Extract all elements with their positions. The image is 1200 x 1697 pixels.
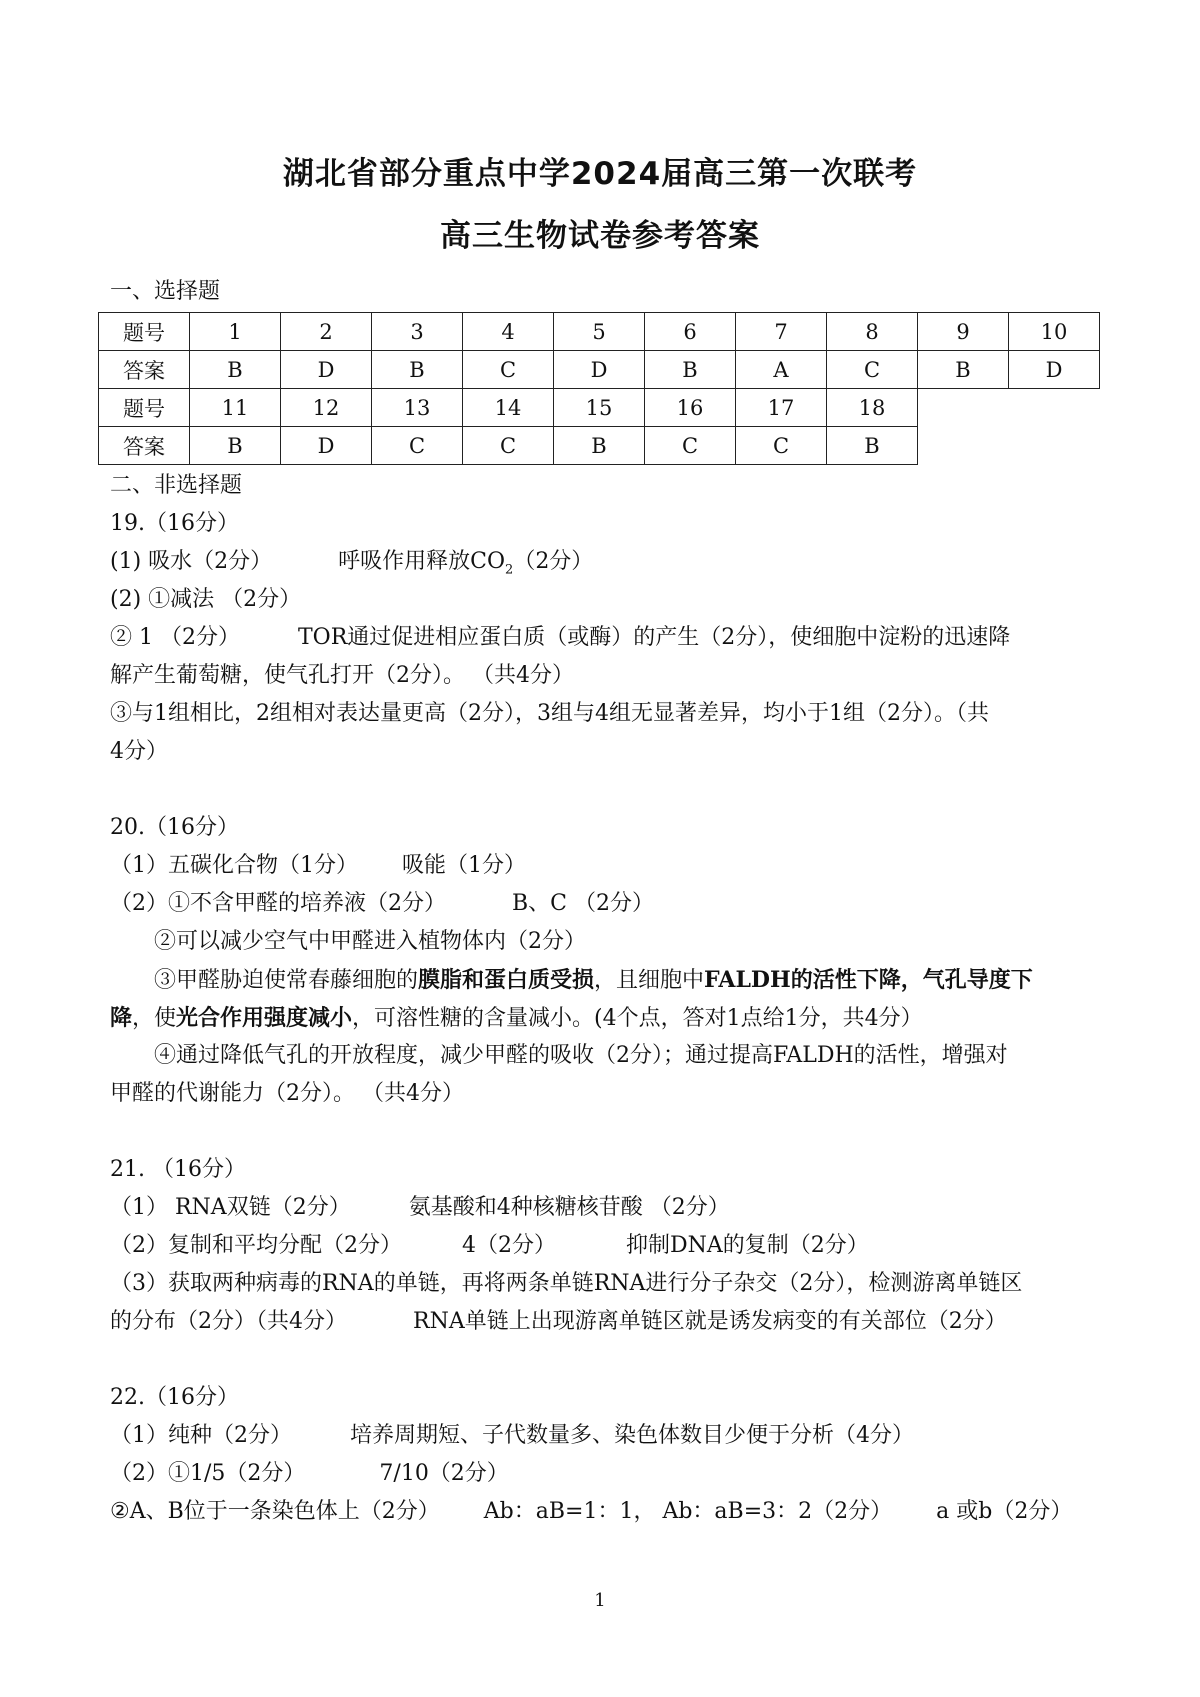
answer-cell: C [372,427,463,465]
empty-cell [918,427,1009,465]
q20-heading: 20.（16分） [110,815,239,840]
q20-line: ④通过降低气孔的开放程度，减少甲醛的吸收（2分）；通过提高FALDH的活性，增强对 [154,1043,1008,1068]
answer-cell: A [736,351,827,389]
answer-text: ② 1 （2分） [110,625,240,650]
question-number: 4 [463,313,554,351]
answer-text: ，且细胞中 [594,968,705,993]
answer-text: ③甲醛胁迫使常春藤细胞的 [154,968,419,993]
question-number: 17 [736,389,827,427]
q20-line [154,964,1154,997]
answer-text: （2）复制和平均分配（2分） [110,1233,402,1258]
q19-line: 4分） [110,739,168,764]
q19-line [110,546,1110,586]
answer-text: 呼吸作用释放CO [338,549,506,574]
answer-cell: B [372,351,463,389]
question-number: 6 [645,313,736,351]
q21-line [110,1306,1110,1338]
answer-text: a 或b（2分） [936,1499,1073,1524]
page-subtitle: 高三生物试卷参考答案 [440,218,760,254]
question-number: 10 [1009,313,1100,351]
question-number: 5 [554,313,645,351]
answer-text: Ab：aB=1：1， Ab：aB=3：2（2分） [483,1499,893,1524]
q22-line [110,1496,1110,1528]
answer-text: （2）①不含甲醛的培养液（2分） [110,891,446,916]
answer-text: 的分布（2分）（共4分） [110,1309,347,1334]
q20-line: 甲醛的代谢能力（2分）。 （共4分） [110,1081,464,1106]
subscript: 2 [505,562,514,578]
empty-cell [918,389,1009,427]
q20-line [110,1002,1110,1035]
answer-text: ，使 [132,1006,177,1031]
q21-line: （3）获取两种病毒的RNA的单链，再将两条单链RNA进行分子杂交（2分），检测游离单链区 [110,1271,1023,1296]
empty-cell [1009,389,1100,427]
answer-cell: C [463,427,554,465]
answer-cell: D [281,427,372,465]
answer-text: RNA单链上出现游离单链区就是诱发病变的有关部位（2分） [413,1309,1007,1334]
answer-cell: D [554,351,645,389]
table-row [99,351,1100,389]
table-row-header: 答案 [99,351,190,389]
question-number: 13 [372,389,463,427]
q20-line [110,850,1110,882]
q21-line [110,1192,1110,1224]
answer-text: (1) 吸水（2分） [110,549,273,574]
answer-text: ，可溶性糖的含量减小。(4个点，答对1点给1分，共4分） [352,1006,923,1031]
section-choice-heading: 一、选择题 [110,279,221,304]
answer-text: （1）五碳化合物（1分） [110,853,358,878]
table-row [99,313,1100,351]
q22-line [110,1420,1110,1452]
answer-cell: B [918,351,1009,389]
answer-text: 吸能（1分） [402,853,526,878]
question-number: 1 [190,313,281,351]
question-number: 3 [372,313,463,351]
answer-text: （2分） [513,549,594,574]
answer-cell: B [554,427,645,465]
answer-text: ②A、B位于一条染色体上（2分） [110,1499,440,1524]
answer-cell: B [190,351,281,389]
answer-cell: C [463,351,554,389]
q20-line [110,888,1110,920]
key-point: FALDH的活性下降，气孔导度下 [704,967,1033,993]
answer-text: 7/10（2分） [379,1461,509,1486]
answer-text: TOR通过促进相应蛋白质（或酶）的产生（2分），使细胞中淀粉的迅速降 [297,625,1011,650]
question-number: 7 [736,313,827,351]
answer-text: （2）①1/5（2分） [110,1461,306,1486]
question-number: 15 [554,389,645,427]
answer-text: （1）纯种（2分） [110,1423,292,1448]
key-point: 光合作用强度减小 [176,1005,353,1031]
answer-table [98,312,1100,465]
answer-text: （1） RNA双链（2分） [110,1195,351,1220]
empty-cell [1009,427,1100,465]
q20-line: ②可以减少空气中甲醛进入植物体内（2分） [154,929,586,954]
table-row [99,427,1100,465]
q19-line: 解产生葡萄糖，使气孔打开（2分）。 （共4分） [110,663,574,688]
answer-text: B、C （2分） [512,891,654,916]
answer-text: 培养周期短、子代数量多、染色体数目少便于分析（4分） [350,1423,914,1448]
question-number: 9 [918,313,1009,351]
answer-cell: B [827,427,918,465]
table-row [99,389,1100,427]
q21-line [110,1230,1110,1262]
answer-text: 氨基酸和4种核糖核苷酸 （2分） [408,1195,730,1220]
q22-heading: 22.（16分） [110,1385,239,1410]
table-row-header: 答案 [99,427,190,465]
question-number: 12 [281,389,372,427]
table-row-header: 题号 [99,389,190,427]
key-point: 降 [110,1005,133,1031]
page-number: 1 [594,1590,606,1611]
q19-line [110,622,1110,654]
answer-cell: D [1009,351,1100,389]
q19-heading: 19.（16分） [110,511,239,536]
key-point: 膜脂和蛋白质受损 [418,967,595,993]
question-number: 11 [190,389,281,427]
question-number: 8 [827,313,918,351]
question-number: 2 [281,313,372,351]
answer-cell: C [827,351,918,389]
q22-line [110,1458,1110,1490]
answer-cell: D [281,351,372,389]
page-title: 湖北省部分重点中学2024届高三第一次联考 [282,156,918,192]
q19-line: (2) ①减法 （2分） [110,587,302,612]
q21-heading: 21. （16分） [110,1157,246,1182]
answer-cell: C [645,427,736,465]
answer-cell: C [736,427,827,465]
question-number: 16 [645,389,736,427]
question-number: 14 [463,389,554,427]
answer-text: 4（2分） [462,1233,556,1258]
question-number: 18 [827,389,918,427]
section-nonchoice-heading: 二、非选择题 [110,473,243,498]
q19-line: ③与1组相比，2组相对表达量更高（2分），3组与4组无显著差异，均小于1组（2分）。（共 [110,701,989,726]
table-row-header: 题号 [99,313,190,351]
answer-text: 抑制DNA的复制（2分） [626,1233,869,1258]
answer-cell: B [645,351,736,389]
answer-cell: B [190,427,281,465]
